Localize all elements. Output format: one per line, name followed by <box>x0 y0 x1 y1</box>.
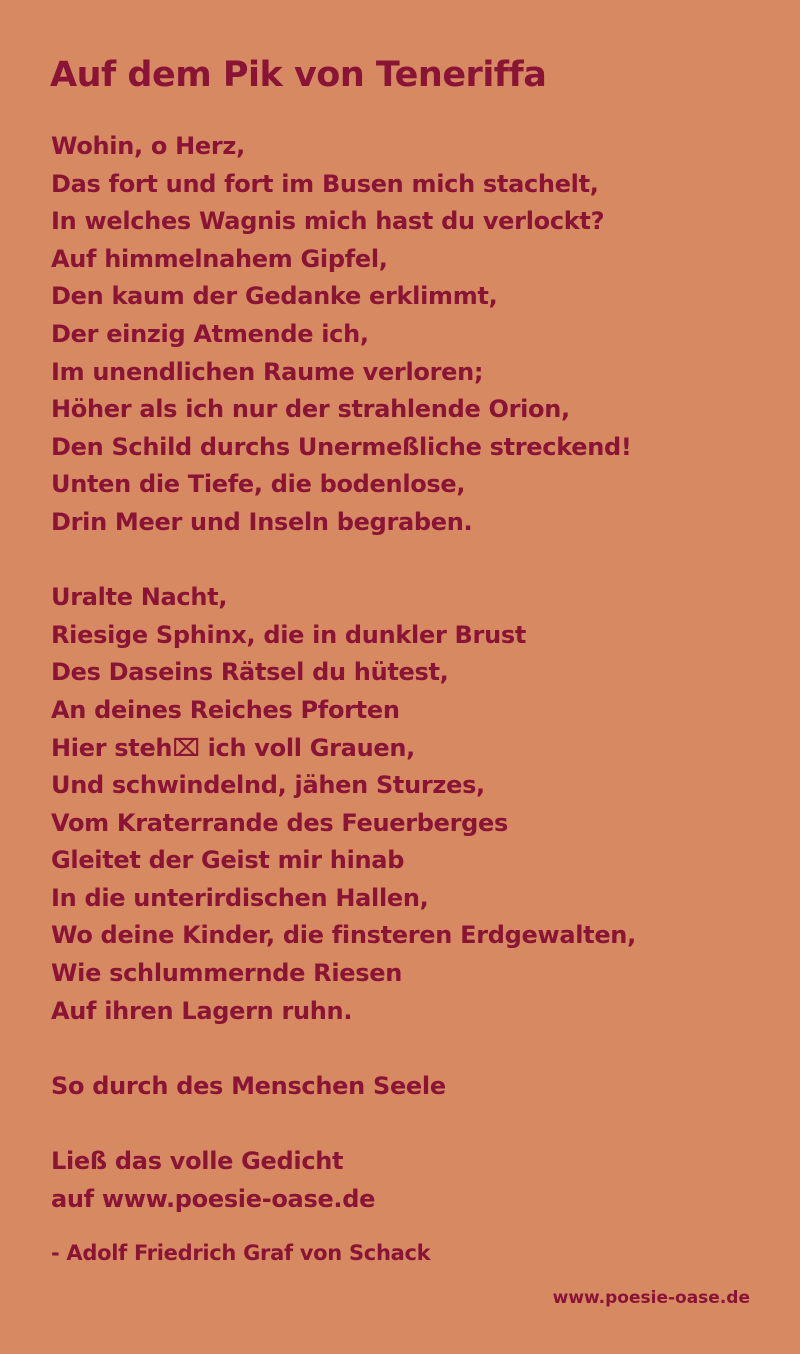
poem-line: Wo deine Kinder, die finsteren Erdgewalten, <box>51 921 636 950</box>
poem-line: Der einzig Atmende ich, <box>51 319 369 348</box>
poem-line: Wohin, o Herz, <box>51 132 245 160</box>
poem-line: auf www.poesie-oase.de <box>51 1184 376 1213</box>
stanza-2 <box>51 579 771 1030</box>
poem-body <box>51 128 771 1256</box>
poem-line: Hier steh⌧ ich voll Grauen, <box>51 733 415 762</box>
poem-line: Und schwindelnd, jähen Sturzes, <box>51 771 485 800</box>
poem-line: In die unterirdischen Hallen, <box>51 883 429 912</box>
poem-line: Drin Meer und Inseln begraben. <box>51 507 473 536</box>
poem-line: In welches Wagnis mich hast du verlockt? <box>51 207 605 236</box>
read-more-note <box>51 1143 771 1218</box>
poem-title: Auf dem Pik von Teneriffa <box>50 55 547 95</box>
poem-author: - Adolf Friedrich Graf von Schack <box>51 1241 431 1265</box>
poem-line: Riesige Sphinx, die in dunkler Brust <box>51 620 527 649</box>
poem-line: Unten die Tiefe, die bodenlose, <box>51 470 466 499</box>
poem-line: Im unendlichen Raume verloren; <box>51 357 484 386</box>
poem-line: Gleitet der Geist mir hinab <box>51 846 405 875</box>
poem-line: Vom Kraterrande des Feuerberges <box>51 808 508 837</box>
poem-line: Wie schlummernde Riesen <box>51 959 403 988</box>
poem-line: An deines Reiches Pforten <box>51 695 400 724</box>
poem-line: Ließ das volle Gedicht <box>51 1147 344 1176</box>
poem-line: Des Daseins Rätsel du hütest, <box>51 658 449 687</box>
poem-line: Auf ihren Lagern ruhn. <box>51 996 353 1025</box>
poem-line: Auf himmelnahem Gipfel, <box>51 244 388 273</box>
stanza-3 <box>51 1068 771 1106</box>
poem-line: Den kaum der Gedanke erklimmt, <box>51 282 498 311</box>
poem-line: So durch des Menschen Seele <box>51 1071 446 1100</box>
poem-line: Das fort und fort im Busen mich stachelt, <box>51 169 599 198</box>
site-watermark: www.poesie-oase.de <box>552 1288 750 1308</box>
stanza-1 <box>51 128 771 542</box>
poem-line: Den Schild durchs Unermeßliche streckend! <box>51 432 632 461</box>
poem-line: Uralte Nacht, <box>51 583 228 612</box>
poem-line: Höher als ich nur der strahlende Orion, <box>51 395 570 424</box>
